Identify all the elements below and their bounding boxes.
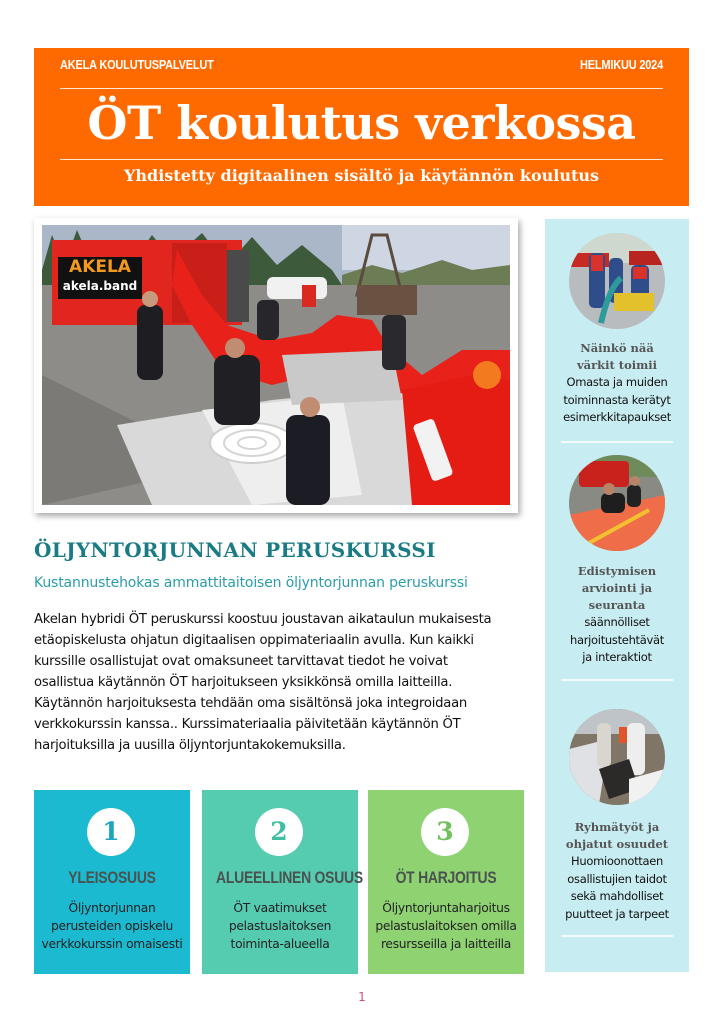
- sidebar-text-line: Omasta ja muiden: [566, 375, 668, 389]
- sidebar-title-line: arviointi ja: [581, 581, 653, 595]
- article-body-line: kurssille osallistujat ovat omaksuneet tarvittavat tiedot he voivat: [34, 654, 448, 669]
- sidebar-divider: [561, 441, 673, 443]
- issue-date: HELMIKUU 2024: [580, 58, 663, 73]
- sidebar-title-line: ohjatut osuudet: [565, 837, 669, 851]
- sidebar-title-line: Näinkö nää: [580, 341, 654, 355]
- step-description: [368, 899, 524, 953]
- article-body-line: verkkokurssin kanssa.. Kurssimateriaalia päivitetään käytännön ÖT: [34, 717, 461, 732]
- akela-logo: [58, 257, 142, 299]
- sidebar-text-line: puutteet ja tarpeet: [565, 906, 669, 921]
- step-card-regional: [202, 790, 363, 974]
- header-banner: [34, 48, 689, 206]
- step-card-general: [34, 790, 190, 974]
- step-card-exercise: [368, 790, 524, 974]
- step-title: ALUEELLINEN OSUUS: [216, 868, 363, 887]
- sidebar-photo-boom: [569, 455, 665, 551]
- akela-logo-name: AKELA: [69, 257, 131, 277]
- step-description-line: pelastuslaitoksen: [228, 919, 332, 933]
- step-description-line: toiminta-alueella: [230, 937, 330, 951]
- header-topline: [60, 59, 663, 80]
- step-number-badge: 2: [255, 808, 303, 856]
- header-divider: [60, 159, 663, 160]
- organization-name: AKELA KOULUTUSPALVELUT: [60, 58, 214, 73]
- article-title: ÖLJYNTORJUNNAN PERUSKURSSI: [34, 538, 436, 562]
- sidebar: [545, 219, 689, 972]
- page-title: ÖT koulutus verkossa: [87, 96, 636, 150]
- page-number: 1: [358, 990, 366, 1004]
- step-description: [202, 899, 358, 953]
- sidebar-item-text: [545, 614, 689, 667]
- sidebar-photo-equipment: [569, 233, 665, 329]
- sidebar-item-text: [545, 374, 689, 427]
- sidebar-text-line: osallistujien taidot: [567, 871, 667, 886]
- step-description-line: verkkokurssin omaisesti: [41, 937, 183, 951]
- step-title: ÖT HARJOITUS: [395, 868, 497, 887]
- step-number-badge: 3: [421, 808, 469, 856]
- step-number-badge: 1: [87, 808, 135, 856]
- step-description-line: Öljyntorjunnan: [68, 901, 156, 915]
- sidebar-text-line: esimerkkitapaukset: [563, 410, 671, 424]
- article-body: [34, 609, 514, 756]
- step-description: [34, 899, 190, 953]
- step-description-line: pelastuslaitoksen omilla: [375, 919, 517, 933]
- step-title: YLEISOSUUS: [68, 868, 156, 887]
- sidebar-text-line: ja interaktiot: [582, 650, 652, 664]
- sidebar-title-line: värkit toimii: [576, 358, 658, 372]
- sidebar-item-examples: [545, 340, 689, 427]
- step-description-line: perusteiden opiskelu: [50, 919, 174, 933]
- article-body-line: etäopiskelusta ohjatun digitaalisen oppimateriaalin avulla. Kun kaikki: [34, 633, 474, 648]
- sidebar-text-line: harjoitustehtävät: [570, 632, 664, 647]
- sidebar-text-line: sekä mahdolliset: [570, 889, 664, 903]
- sidebar-item-groupwork: [545, 819, 689, 923]
- step-description-line: ÖT vaatimukset: [233, 901, 327, 915]
- article-subtitle: Kustannustehokas ammattitaitoisen öljyntorjunnan peruskurssi: [34, 575, 468, 591]
- sidebar-title-line: Ryhmätyöt ja: [574, 820, 660, 834]
- sidebar-divider: [561, 679, 673, 681]
- article-body-line: Käytännön harjoituksesta tehdään oma sisältönsä joka integroidaan: [34, 696, 468, 711]
- article-body-line: harjoituksilla ja uusilla öljyntorjuntakokemuksilla.: [34, 738, 346, 753]
- sidebar-title-line: seuranta: [588, 598, 646, 612]
- page-subtitle: Yhdistetty digitaalinen sisältö ja käytännön koulutus: [123, 166, 600, 185]
- hero-photo-frame: [34, 218, 518, 513]
- header-divider: [60, 88, 663, 89]
- sidebar-title-line: Edistymisen: [577, 564, 657, 578]
- hero-photo: [42, 225, 510, 505]
- step-description-line: Öljyntorjuntaharjoitus: [382, 901, 510, 915]
- sidebar-item-progress: [545, 563, 689, 667]
- sidebar-text-line: toiminnasta kerätyt: [563, 392, 671, 407]
- sidebar-photo-cleanup: [569, 709, 665, 805]
- sidebar-text-line: Huomioonottaen: [571, 854, 663, 868]
- article-body-line: osallistua käytännön ÖT harjoitukseen yksikkönsä omilla laitteilla.: [34, 675, 453, 690]
- akela-logo-url: akela.band: [62, 279, 138, 293]
- sidebar-text-line: säännölliset: [584, 615, 650, 629]
- sidebar-divider: [561, 935, 673, 937]
- sidebar-item-title: [545, 563, 689, 614]
- sidebar-item-text: [545, 853, 689, 923]
- sidebar-item-title: [545, 340, 689, 374]
- sidebar-item-title: [545, 819, 689, 853]
- step-description-line: resursseilla ja laitteilla: [380, 937, 512, 951]
- article-body-line: Akelan hybridi ÖT peruskurssi koostuu joustavan aikataulun mukaisesta: [34, 612, 492, 627]
